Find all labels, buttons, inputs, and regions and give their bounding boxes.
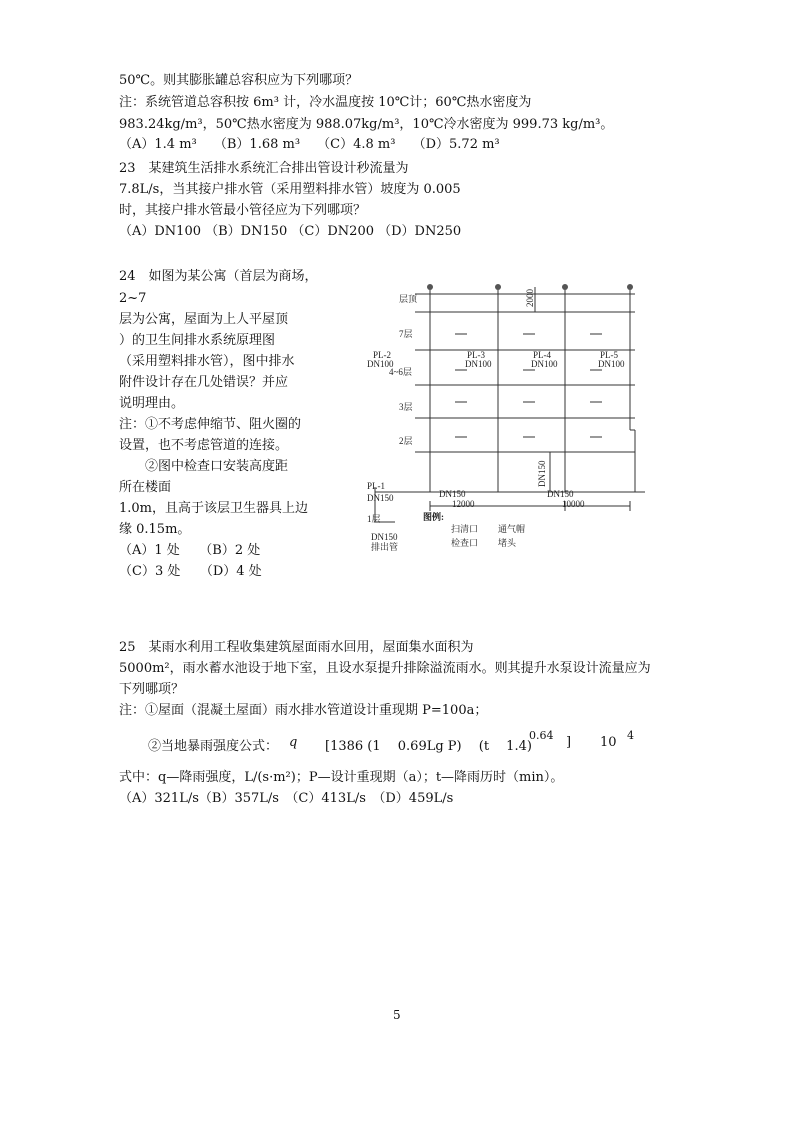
q25-stem-cont: 5000m²，雨水蓄水池设于地下室，且设水泵提升排除溢流雨水。则其提升水泵设计流量应为	[119, 661, 651, 676]
q23-stem-cont2: 时，其接户排水管最小管径应为下列哪项？	[119, 203, 367, 218]
q24-line: 24 如图为某公寓（首层为商场，	[119, 269, 318, 284]
diagram-stack-label: PL-1	[367, 481, 385, 491]
formula-label: ②当地暴雨强度公式：	[148, 739, 279, 754]
diagram-pipe-size: DN150	[371, 532, 398, 542]
diagram-dimension: 12000	[452, 499, 475, 509]
q22-note: 注：系统管道总容积按 6m³ 计，冷水温度按 10℃计；60℃热水密度为	[119, 95, 532, 110]
diagram-legend-item: 扫清口	[451, 524, 479, 534]
q24-note-line: 设置，也不考虑管道的连接。	[119, 438, 289, 453]
formula-q: q	[289, 735, 298, 750]
q23-stem: 23 某建筑生活排水系统汇合排出管设计秒流量为	[119, 161, 409, 176]
diagram-stack-label: PL-4	[533, 350, 551, 360]
diagram-pipe-size: DN150	[537, 460, 547, 487]
diagram-pipe-size: DN150	[439, 489, 466, 499]
formula-ten: 10	[600, 735, 617, 750]
diagram-pipe-size: DN100	[465, 359, 492, 369]
q24-options: （C）3 处 （D）4 处	[119, 564, 262, 579]
q25-stem-cont2: 下列哪项？	[119, 682, 185, 697]
diagram-stack-label: PL-3	[467, 350, 485, 360]
q22-options: （A）1.4 m³ （B）1.68 m³ （C）4.8 m³ （D）5.72 m³	[119, 137, 500, 152]
formula-ten-exponent: 4	[627, 729, 634, 742]
diagram-legend-item: 通气帽	[498, 524, 526, 534]
formula-body: [1386 (1 0.69Lg P) (t 1.4)	[325, 739, 532, 754]
q24-options: （A）1 处 （B）2 处	[119, 543, 261, 558]
q23-options: （A）DN100 （B）DN150 （C）DN200 （D）DN250	[119, 224, 462, 239]
diagram-pipe-size: DN150	[367, 493, 394, 503]
q25-note: 注：①屋面（混凝土屋面）雨水排水管道设计重现期 P=100a；	[119, 703, 488, 718]
q24-line: 2~7	[119, 291, 147, 306]
diagram-floor-label: 2层	[399, 436, 413, 446]
q24-line: 层为公寓，屋面为上人平屋顶	[119, 312, 289, 327]
diagram-dimension: 2000	[525, 289, 535, 307]
diagram-stack-label: PL-5	[600, 350, 618, 360]
diagram-legend-item: 检查口	[451, 538, 479, 548]
diagram-pipe-size: DN150	[547, 489, 574, 499]
page-number: 5	[393, 1008, 401, 1022]
diagram-stack-label: PL-2	[373, 350, 391, 360]
q24-note-line: 所在楼面	[119, 480, 172, 495]
diagram-floor-label: 1层	[367, 514, 381, 524]
diagram-pipe-size: DN100	[367, 359, 394, 369]
formula-exponent: 0.64	[529, 729, 554, 742]
q24-line: （采用塑料排水管），图中排水	[119, 354, 295, 369]
diagram-floor-label: 3层	[399, 402, 413, 412]
q24-line: ）的卫生间排水系统原理图	[119, 333, 276, 348]
q25-options: （A）321L/s（B）357L/s （C）413L/s （D）459L/s	[119, 791, 454, 806]
q22-note-cont: 983.24kg/m³，50℃热水密度为 988.07kg/m³，10℃冷水密度为 999.73 kg/m³。	[119, 117, 614, 132]
q23-stem-cont: 7.8L/s，当其接户排水管（采用塑料排水管）坡度为 0.005	[119, 182, 461, 197]
q24-line: 附件设计存在几处错误？并应	[119, 375, 289, 390]
diagram-floor-label: 4~6层	[389, 367, 412, 377]
diagram-pipe-size: DN100	[531, 359, 558, 369]
q22-stem: 50℃。则其膨胀罐总容积应为下列哪项？	[119, 73, 359, 88]
diagram-legend-item: 堵头	[498, 538, 517, 548]
diagram-outlet-label: 排出管	[371, 542, 399, 552]
drainage-system-diagram	[355, 282, 655, 557]
diagram-floor-label: 7层	[399, 329, 413, 339]
q25-stem: 25 某雨水利用工程收集建筑屋面雨水回用，屋面集水面积为	[119, 640, 474, 655]
diagram-pipe-size: DN100	[598, 359, 625, 369]
formula-close: ]	[566, 735, 572, 750]
diagram-floor-label: 层顶	[399, 294, 418, 304]
q24-note-line: 1.0m，且高于该层卫生器具上边	[119, 501, 309, 516]
diagram-dimension: 10000	[562, 499, 585, 509]
q24-note-line: ②图中检查口安装高度距	[119, 459, 289, 474]
diagram-legend-title: 图例:	[423, 512, 444, 522]
q24-note-line: 注：①不考虑伸缩节、阻火圈的	[119, 417, 302, 432]
q24-line: 说明理由。	[119, 396, 185, 411]
q24-note-line: 缘 0.15m。	[119, 522, 191, 537]
q25-where: 式中：q—降雨强度，L/(s·m²)；P—设计重现期（a）；t—降雨历时（min）。	[119, 770, 564, 785]
